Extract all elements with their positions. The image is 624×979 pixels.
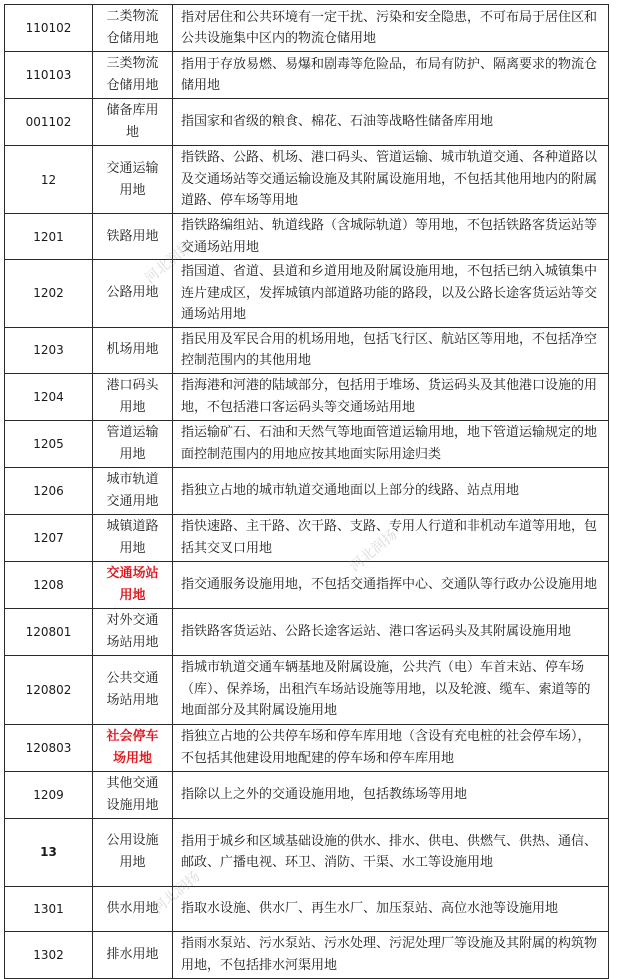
name-cell: 城市轨道交通用地 xyxy=(93,467,173,514)
name-cell-highlight: 交通场站用地 xyxy=(93,561,173,608)
name-cell: 机场用地 xyxy=(93,327,173,373)
table-row xyxy=(5,327,609,373)
desc-cell: 指国道、省道、县道和乡道用地及附属设施用地，不包括已纳入城镇集中连片建成区，发挥城镇内部道路功能的路段，以及公路长途客货运站等交通场站用地 xyxy=(173,260,609,328)
name-cell: 其他交通设施用地 xyxy=(93,771,173,818)
code-cell: 120801 xyxy=(5,608,93,655)
name-cell: 交通运输用地 xyxy=(93,146,173,214)
code-cell: 1206 xyxy=(5,467,93,514)
name-cell: 储备库用地 xyxy=(93,99,173,146)
code-cell: 13 xyxy=(5,818,93,886)
name-cell: 铁路用地 xyxy=(93,214,173,260)
desc-cell: 指民用及军民合用的机场用地，包括飞行区、航站区等用地，不包括净空控制范围内的其他用地 xyxy=(173,327,609,373)
table-row xyxy=(5,467,609,514)
code-cell: 12 xyxy=(5,146,93,214)
code-cell: 110103 xyxy=(5,52,93,99)
name-cell: 港口码头用地 xyxy=(93,373,173,420)
desc-cell: 指运输矿石、石油和天然气等地面管道运输用地，地下管道运输规定的地面控制范围内的用地应按其地面实际用途归类 xyxy=(173,420,609,467)
table-row xyxy=(5,260,609,328)
desc-cell: 指铁路、公路、机场、港口码头、管道运输、城市轨道交通、各种道路以及交通场站等交通运输设施及其附属设施用地，不包括其他用地内的附属道路、停车场等用地 xyxy=(173,146,609,214)
code-cell: 1208 xyxy=(5,561,93,608)
code-cell: 1302 xyxy=(5,931,93,978)
table-row xyxy=(5,214,609,260)
watermark-text: 河北润扬 xyxy=(150,868,204,917)
table-row xyxy=(5,931,609,978)
watermark-text: 河北润扬 xyxy=(347,526,401,575)
table-row xyxy=(5,5,609,52)
code-cell: 120802 xyxy=(5,655,93,724)
desc-cell: 指城市轨道交通车辆基地及附属设施，公共汽（电）车首末站、停车场（库）、保养场，出租汽车场站设施等用地，以及轮渡、缆车、索道等的地面部分及其附属设施用地 xyxy=(173,655,609,724)
desc-cell: 指用于城乡和区域基础设施的供水、排水、供电、供燃气、供热、通信、邮政、广播电视、环卫、消防、干渠、水工等设施用地 xyxy=(173,818,609,886)
desc-cell: 指铁路客货运站、公路长途客运站、港口客运码头及其附属设施用地 xyxy=(173,608,609,655)
watermark-text: 河北润扬 xyxy=(142,238,196,287)
name-cell: 三类物流仓储用地 xyxy=(93,52,173,99)
table-row xyxy=(5,373,609,420)
land-use-table xyxy=(4,4,609,979)
code-cell: 1202 xyxy=(5,260,93,328)
code-cell: 1209 xyxy=(5,771,93,818)
code-cell: 1301 xyxy=(5,886,93,931)
code-cell: 120803 xyxy=(5,724,93,771)
desc-cell: 指雨水泵站、污水泵站、污水处理、污泥处理厂等设施及其附属的构筑物用地，不包括排水河渠用地 xyxy=(173,931,609,978)
code-cell: 110102 xyxy=(5,5,93,52)
name-cell: 管道运输用地 xyxy=(93,420,173,467)
table-row xyxy=(5,655,609,724)
code-cell: 1205 xyxy=(5,420,93,467)
name-cell: 公共交通场站用地 xyxy=(93,655,173,724)
table-row xyxy=(5,99,609,146)
table-row xyxy=(5,514,609,561)
desc-cell: 指独立占地的城市轨道交通地面以上部分的线路、站点用地 xyxy=(173,467,609,514)
desc-cell: 指交通服务设施用地，不包括交通指挥中心、交通队等行政办公设施用地 xyxy=(173,561,609,608)
desc-cell: 指国家和省级的粮食、棉花、石油等战略性储备库用地 xyxy=(173,99,609,146)
name-cell: 公路用地 xyxy=(93,260,173,328)
name-cell: 城镇道路用地 xyxy=(93,514,173,561)
name-cell: 排水用地 xyxy=(93,931,173,978)
desc-cell: 指铁路编组站、轨道线路（含城际轨道）等用地，不包括铁路客货运站等交通场站用地 xyxy=(173,214,609,260)
code-cell: 001102 xyxy=(5,99,93,146)
desc-cell: 指独立占地的公共停车场和停车库用地（含设有充电桩的社会停车场），不包括其他建设用地配建的停车场和停车库用地 xyxy=(173,724,609,771)
table-row xyxy=(5,771,609,818)
desc-cell: 指海港和河港的陆域部分，包括用于堆场、货运码头及其他港口设施的用地，不包括港口客运码头等交通场站用地 xyxy=(173,373,609,420)
desc-cell: 指取水设施、供水厂、再生水厂、加压泵站、高位水池等设施用地 xyxy=(173,886,609,931)
code-cell: 1204 xyxy=(5,373,93,420)
table-row xyxy=(5,818,609,886)
desc-cell: 指除以上之外的交通设施用地，包括教练场等用地 xyxy=(173,771,609,818)
table-row xyxy=(5,52,609,99)
code-cell: 1207 xyxy=(5,514,93,561)
table-row xyxy=(5,420,609,467)
table-row xyxy=(5,146,609,214)
name-cell: 公用设施用地 xyxy=(93,818,173,886)
table-row xyxy=(5,886,609,931)
table-row xyxy=(5,608,609,655)
table-row xyxy=(5,724,609,771)
code-cell: 1201 xyxy=(5,214,93,260)
table-row xyxy=(5,561,609,608)
desc-cell: 指快速路、主干路、次干路、支路、专用人行道和非机动车道等用地，包括其交叉口用地 xyxy=(173,514,609,561)
desc-cell: 指用于存放易燃、易爆和剧毒等危险品，布局有防护、隔离要求的物流仓储用地 xyxy=(173,52,609,99)
desc-cell: 指对居住和公共环境有一定干扰、污染和安全隐患，不可布局于居住区和公共设施集中区内的物流仓储用地 xyxy=(173,5,609,52)
code-cell: 1203 xyxy=(5,327,93,373)
name-cell: 二类物流仓储用地 xyxy=(93,5,173,52)
name-cell: 对外交通场站用地 xyxy=(93,608,173,655)
name-cell-highlight: 社会停车场用地 xyxy=(93,724,173,771)
name-cell: 供水用地 xyxy=(93,886,173,931)
table-body xyxy=(5,5,609,979)
